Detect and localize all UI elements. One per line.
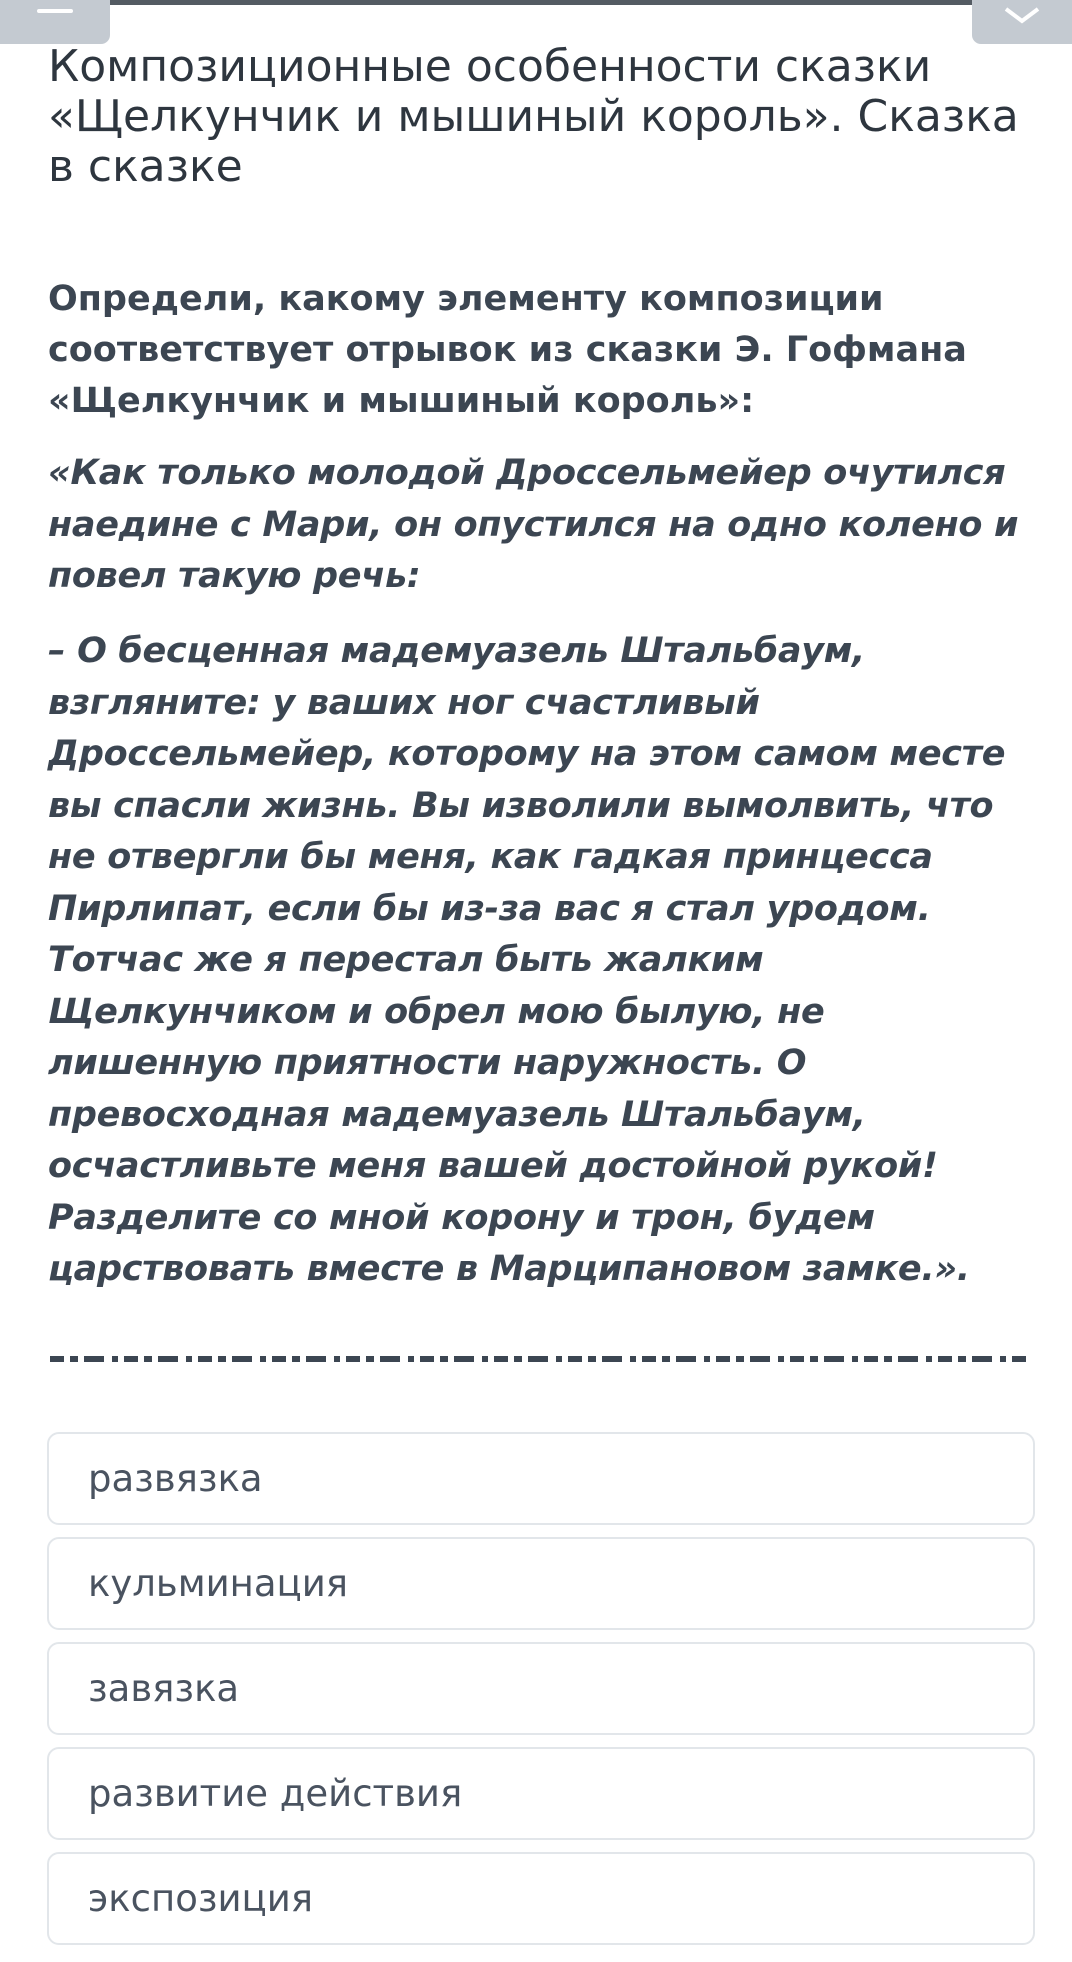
collapse-button[interactable] — [972, 0, 1072, 44]
answer-option[interactable]: завязка — [47, 1642, 1035, 1735]
cropped-text-line — [50, 1354, 1032, 1364]
menu-icon — [35, 7, 75, 37]
top-bar — [0, 0, 1072, 5]
chevron-down-icon — [1000, 7, 1044, 37]
answer-option[interactable]: развязка — [47, 1432, 1035, 1525]
menu-button[interactable] — [0, 0, 110, 44]
quote-paragraph: – О бесценная мадемуазель Штальбаум, взгляните: у ваших ног счастливый Дроссельмейер, которому на этом самом месте вы спасли жизнь. Вы изволили вымолвить, что не отвергли бы меня, как гадкая принцесса Пирлипат, если бы из-за вас я стал уродом. Тотчас же я перестал быть жалким Щелкунчиком и обрел мою былую, не лишенную приятности наружность. О превосходная мадемуазель Штальбаум, осчастливьте меня вашей достойной рукой! Разделите со мной корону и трон, будем царствовать вместе в Марципановом замке.». — [48, 631, 1006, 1289]
answer-options — [47, 1432, 1035, 1957]
question-text: Определи, какому элементу композиции соответствует отрывок из сказки Э. Гофмана «Щелкунчик и мышиный король»: — [48, 279, 967, 421]
quote-paragraph: «Как только молодой Дроссельмейер очутился наедине с Мари, он опустился на одно колено и повел такую речь: — [48, 453, 1019, 596]
answer-option[interactable]: кульминация — [47, 1537, 1035, 1630]
answer-option[interactable]: экспозиция — [47, 1852, 1035, 1945]
page-title: Композиционные особенности сказки «Щелкунчик и мышиный король». Сказка в сказке — [48, 41, 1019, 192]
answer-option[interactable]: развитие действия — [47, 1747, 1035, 1840]
